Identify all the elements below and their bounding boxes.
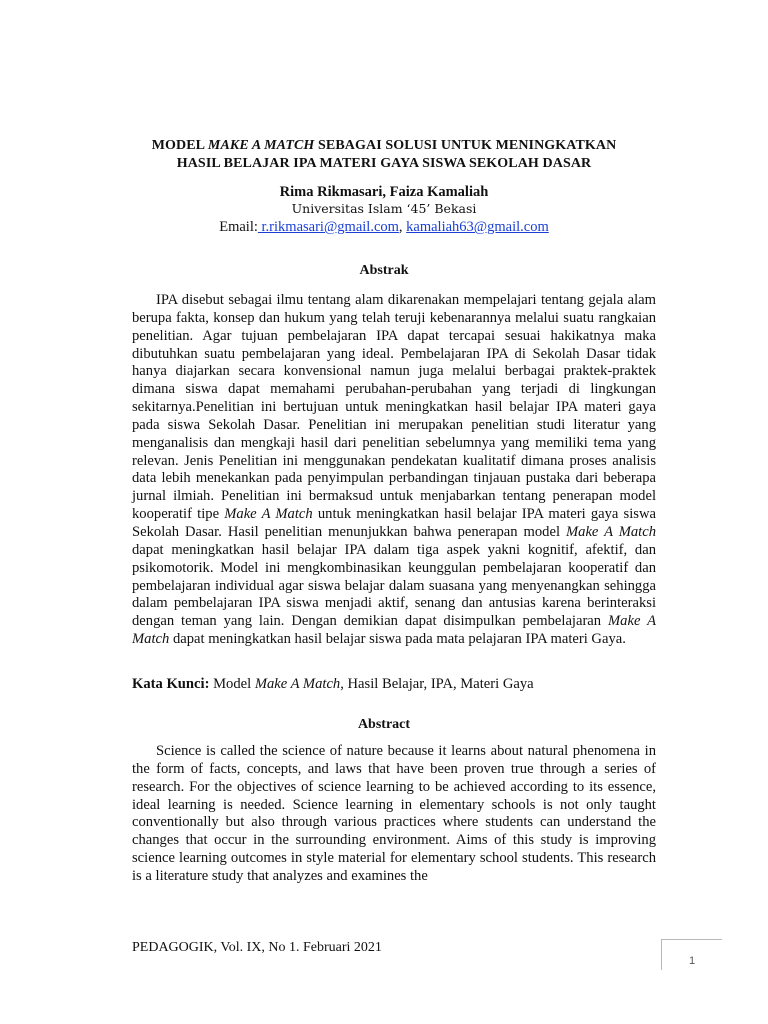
author-affiliation: Universitas Islam ‘45’ Bekasi bbox=[291, 201, 477, 216]
abstract-heading: Abstract bbox=[357, 717, 411, 732]
abstrak-text-2: untuk meningkatkan hasil belajar IPA materi gaya siswa Sekolah Dasar. Hasil penelitian menunjukkan bahwa penerapan model bbox=[132, 506, 656, 540]
author-emails bbox=[60, 218, 708, 236]
abstrak-italic-1: Make A Match bbox=[224, 506, 313, 523]
email-label: Email: bbox=[219, 219, 258, 235]
email-separator: , bbox=[398, 219, 407, 235]
journal-footer: PEDAGOGIK, Vol. IX, No 1. Februari 2021 bbox=[132, 940, 382, 955]
keywords-pre: Model bbox=[209, 676, 255, 692]
email-link-1[interactable]: r.rikmasari@gmail.com bbox=[257, 219, 399, 235]
paper-title bbox=[60, 137, 708, 173]
abstrak-text-1: IPA disebut sebagai ilmu tentang alam dikarenakan mempelajari tentang gejala alam berupa fakta, konsep dan hukum yang telah teruji kebenarannya melalui suatu rangkaian penelitian. Agar tujuan pembelajaran IPA dapat tercapai sesuai hakikatnya maka dibutuhkan suatu pembelajaran yang ideal. Pembelajaran IPA di Sekolah Dasar tidak hanya diajarkan secara konvensional namun juga melalui berbagai praktek-praktek dimana siswa dapat memahami perubahan-perubahan yang terjadi di lingkungan sekitarnya.Penelitian ini bertujuan untuk meningkatkan hasil belajar IPA materi gaya pada siswa Sekolah Dasar. Penelitian ini merupakan penelitian studi literatur yang menganalisis dan mengkaji hasil dari penelitian sebelumnya yang memiliki tema yang relevan. Jenis Penelitian ini menggunakan pendekatan kualitatif dimana proses analisis data lebih menekankan pada penyimpulan perbandingan tinjauan pustaka dari beberapa jurnal ilmiah. Penelitian ini bermaksud untuk menjabarkan tentang penerapan model kooperatif tipe bbox=[132, 292, 656, 523]
keywords-post: , Hasil Belajar, IPA, Materi Gaya bbox=[340, 676, 534, 692]
page-number-box bbox=[661, 939, 722, 970]
title-line2: HASIL BELAJAR IPA MATERI GAYA SISWA SEKOLAH DASAR bbox=[176, 156, 592, 171]
title-part1: MODEL bbox=[151, 138, 208, 153]
keywords-line bbox=[132, 675, 656, 693]
page-number: 1 bbox=[688, 955, 696, 967]
title-part3: SEBAGAI SOLUSI UNTUK MENINGKATKAN bbox=[314, 138, 617, 153]
abstrak-heading: Abstrak bbox=[359, 263, 409, 278]
abstrak-text-4: dapat meningkatkan hasil belajar siswa pada mata pelajaran IPA materi Gaya. bbox=[169, 631, 626, 648]
abstract-body: Science is called the science of nature because it learns about natural phenomena in the form of facts, concepts, and laws that have been proven true through a series of research. For the objectives of science learning to be achieved according to its essence, ideal learning is needed. Science learning in elementary schools is not only taught conventionally but also through various practices where students can understand the changes that occur in the surrounding environment. Aims of this study is improving science learning outcomes in style material for elementary school students. This research is a literature study that analyzes and examines the bbox=[132, 743, 656, 884]
keywords-italic: Make A Match bbox=[254, 676, 341, 692]
abstrak-text-3: dapat meningkatkan hasil belajar IPA dalam tiga aspek yakni kognitif, afektif, dan psikomotorik. Model ini mengkombinasikan keunggulan pembelajaran kooperatif dan pembelajaran individual agar siswa belajar dalam suasana yang menyenangkan sehingga dalam pembelajaran IPA siswa menjadi aktif, senang dan antusias karena berinteraksi dengan teman yang lain. Dengan demikian dapat disimpulkan pembelajaran bbox=[132, 541, 656, 630]
keywords-label: Kata Kunci: bbox=[132, 676, 210, 692]
abstrak-body bbox=[132, 292, 656, 649]
author-names: Rima Rikmasari, Faiza Kamaliah bbox=[279, 184, 489, 200]
title-part2-italic: MAKE A MATCH bbox=[207, 138, 315, 153]
abstrak-italic-2: Make A Match bbox=[565, 523, 657, 540]
abstrak-italic-3: Make A Match bbox=[132, 613, 656, 648]
email-link-2[interactable]: kamaliah63@gmail.com bbox=[406, 219, 549, 235]
